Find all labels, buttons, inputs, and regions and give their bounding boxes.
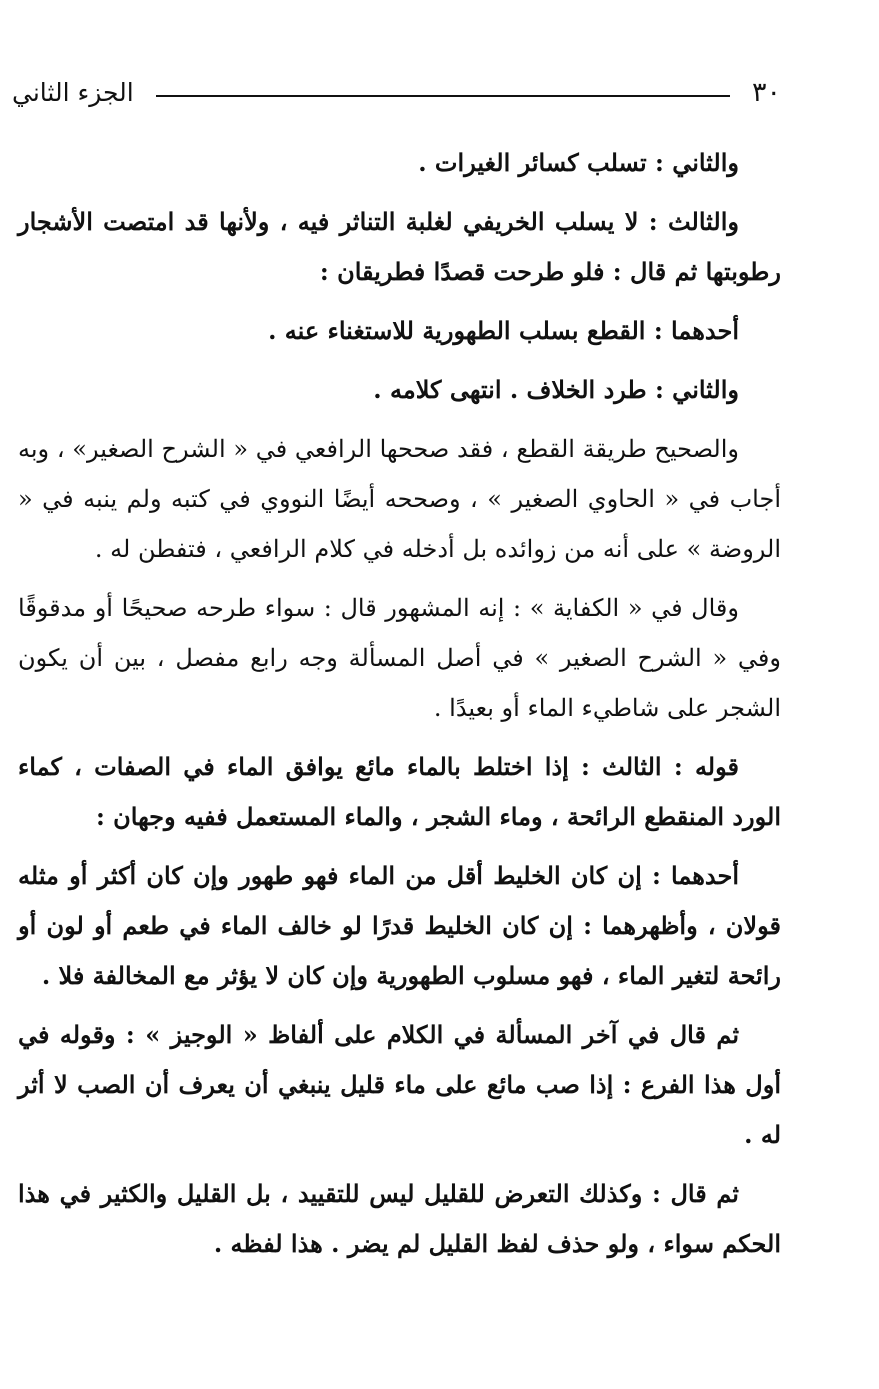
page-body — [18, 138, 781, 1278]
part-title: الجزء الثاني — [12, 77, 134, 107]
paragraph: أحدهما : القطع بسلب الطهورية للاستغناء عنه . — [268, 316, 739, 345]
paragraph: ثم قال في آخر المسألة في الكلام على ألفاظ « الوجيز » : وقوله في أول هذا الفرع : إذا صب مائع على ماء قليل ينبغي أن يعرف أن الصب لا أثر له . — [18, 1020, 781, 1149]
paragraph: والثاني : طرد الخلاف . انتهى كلامه . — [373, 375, 739, 404]
paragraph: وقال في « الكفاية » : إنه المشهور قال : سواء طرحه صحيحًا أو مدقوقًا وفي « الشرح الصغير » في أصل المسألة وجه رابع مفصل ، بين أن يكون الشجر على شاطيء الماء أو بعيدًا . — [18, 594, 781, 722]
paragraph: والثالث : لا يسلب الخريفي لغلبة التناثر فيه ، ولأنها قد امتصت الأشجار رطوبتها ثم قال : فلو طرحت قصدًا فطريقان : — [18, 207, 781, 286]
paragraph: أحدهما : إن كان الخليط أقل من الماء فهو طهور وإن كان أكثر أو مثله قولان ، وأظهرهما : إن كان الخليط قدرًا لو خالف الماء في طعم أو لون أو رائحة لتغير الماء ، فهو مسلوب الطهورية وإن كان لا يؤثر مع المخالفة فلا . — [18, 861, 781, 990]
page-number: ٣٠ — [751, 76, 781, 108]
paragraph: ثم قال : وكذلك التعرض للقليل ليس للتقييد ، بل القليل والكثير في هذا الحكم سواء ، ولو حذف لفظ القليل لم يضر . هذا لفظه . — [18, 1179, 781, 1258]
paragraph: قوله : الثالث : إذا اختلط بالماء مائع يوافق الماء في الصفات ، كماء الورد المنقطع الرائحة ، وماء الشجر ، والماء المستعمل ففيه وجهان : — [18, 752, 781, 831]
paragraph: والثاني : تسلب كسائر الغيرات . — [418, 148, 739, 177]
running-header — [12, 72, 781, 112]
header-rule — [156, 95, 730, 97]
paragraph: والصحيح طريقة القطع ، فقد صححها الرافعي في « الشرح الصغير» ، وبه أجاب في « الحاوي الصغير » ، وصححه أيضًا النووي في كتبه ولم ينبه في « الروضة » على أنه من زوائده بل أدخله في كلام الرافعي ، فتفطن له . — [18, 435, 781, 563]
